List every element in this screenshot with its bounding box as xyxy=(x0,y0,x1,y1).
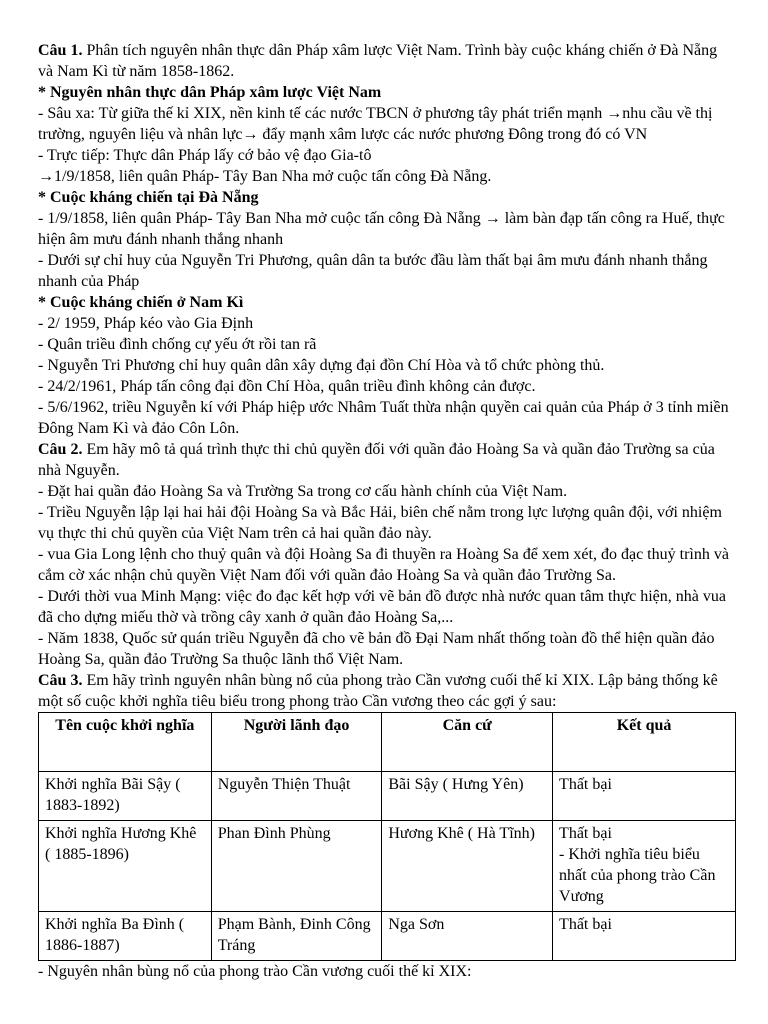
q1-namki-item: - 2/ 1959, Pháp kéo vào Gia Định xyxy=(38,315,254,332)
table-cell: Nga Sơn xyxy=(382,912,553,961)
q1-question xyxy=(38,40,734,82)
table-header-row xyxy=(39,713,736,772)
q1-heading-danang: * Cuộc kháng chiến tại Đà Nẵng xyxy=(38,189,259,206)
q2-item: - Đặt hai quần đảo Hoàng Sa và Trường Sa trong cơ cấu hành chính của Việt Nam. xyxy=(38,483,568,500)
table-cell: Hương Khê ( Hà Tĩnh) xyxy=(382,821,553,912)
table-cell: Bãi Sậy ( Hưng Yên) xyxy=(382,772,553,821)
table-cell: Phạm Bành, Đinh Công Tráng xyxy=(211,912,382,961)
q2-label: Câu 2. xyxy=(38,441,83,458)
q3-footer: - Nguyên nhân bùng nổ của phong trào Cần vương cuối thế kỉ XIX: xyxy=(38,963,472,980)
table-header-cell: Kết quả xyxy=(553,713,736,772)
q1-cause-direct: - Trực tiếp: Thực dân Pháp lấy cớ bảo vệ đạo Gia-tô xyxy=(38,147,372,164)
q1-heading-causes: * Nguyên nhân thực dân Pháp xâm lược Việt Nam xyxy=(38,84,382,101)
q2-item: - vua Gia Long lệnh cho thuỷ quân và đội Hoàng Sa đi thuyền ra Hoàng Sa để xem xét, đo đạc thuỷ trình và cắm cờ xác nhận chủ quyền Việt Nam đối với quần đảo Hoàng Sa và quần đảo Trường Sa. xyxy=(38,546,729,584)
result-text: Thất bại xyxy=(559,825,612,842)
q1-namki-item: - 24/2/1961, Pháp tấn công đại đồn Chí Hòa, quân triều đình không cản được. xyxy=(38,378,536,395)
q2-item: - Triều Nguyễn lập lại hai hải đội Hoàng Sa và Bắc Hải, biên chế nằm trong lực lượng quân đội, với nhiệm vụ thực thi chủ quyền của Việt Nam trên cả hai quần đảo này. xyxy=(38,504,722,542)
q1-danang-item: - 1/9/1858, liên quân Pháp- Tây Ban Nha mở cuộc tấn công Đà Nẵng → làm bàn đạp tấn công ra Huế, thực hiện âm mưu đánh nhanh thắng nhanh xyxy=(38,210,725,248)
q1-text: Phân tích nguyên nhân thực dân Pháp xâm lược Việt Nam. Trình bày cuộc kháng chiến ở Đà Nẵng và Nam Kì từ năm 1858-1862. xyxy=(38,42,718,80)
table-cell: Phan Đình Phùng xyxy=(211,821,382,912)
q3-label: Câu 3. xyxy=(38,672,83,689)
q2-item: - Dưới thời vua Minh Mạng: việc đo đạc kết hợp với vẽ bản đồ được nhà nước quan tâm thực hiện, nhà vua đã cho dựng miếu thờ và trồng cây xanh ở quần đảo Hoàng Sa,... xyxy=(38,588,726,626)
q1-heading-namki: * Cuộc kháng chiến ở Nam Kì xyxy=(38,294,244,311)
q1-namki-item: - Quân triều đình chống cự yếu ớt rồi tan rã xyxy=(38,336,317,353)
q1-namki-item: - Nguyễn Tri Phương chỉ huy quân dân xây dựng đại đồn Chí Hòa và tổ chức phòng thủ. xyxy=(38,357,605,374)
q1-label: Câu 1. xyxy=(38,42,83,59)
q2-item: - Năm 1838, Quốc sử quán triều Nguyễn đã cho vẽ bản đồ Đại Nam nhất thống toàn đồ thể hiện quần đảo Hoàng Sa, quần đảo Trường Sa thuộc lãnh thổ Việt Nam. xyxy=(38,630,715,668)
uprisings-table xyxy=(38,712,736,961)
table-row xyxy=(39,912,736,961)
q1-danang-item: - Dưới sự chỉ huy của Nguyễn Tri Phương, quân dân ta bước đầu làm thất bại âm mưu đánh nhanh thắng nhanh của Pháp xyxy=(38,252,708,290)
q2-text: Em hãy mô tả quá trình thực thi chủ quyền đối với quần đảo Hoàng Sa và quần đảo Trường sa của nhà Nguyễn. xyxy=(38,441,715,479)
q3-question xyxy=(38,670,734,712)
table-row xyxy=(39,821,736,912)
table-cell: Khởi nghĩa Bãi Sậy ( 1883-1892) xyxy=(39,772,212,821)
q1-cause-result: →1/9/1858, liên quân Pháp- Tây Ban Nha mở cuộc tấn công Đà Nẵng. xyxy=(38,168,492,185)
q1-cause-deep: - Sâu xa: Từ giữa thế kỉ XIX, nền kinh tế các nước TBCN ở phương tây phát triển mạnh →nhu cầu về thị trường, nguyên liệu và nhân lực→ đẩy mạnh xâm lược các nước phương Đông trong đó có VN xyxy=(38,105,713,143)
table-row xyxy=(39,772,736,821)
table-cell: Thất bại xyxy=(553,772,736,821)
q3-text: Em hãy trình nguyên nhân bùng nổ của phong trào Cần vương cuối thế kỉ XIX. Lập bảng thống kê một số cuộc khởi nghĩa tiêu biểu trong phong trào Cần vương theo các gợi ý sau: xyxy=(38,672,718,710)
table-cell: Khởi nghĩa Ba Đình ( 1886-1887) xyxy=(39,912,212,961)
table-header-cell: Căn cứ xyxy=(382,713,553,772)
table-header-cell: Người lãnh đạo xyxy=(211,713,382,772)
q2-question xyxy=(38,439,734,481)
result-note: - Khởi nghĩa tiêu biểu nhất của phong trào Cần Vương xyxy=(559,846,716,905)
table-cell xyxy=(553,821,736,912)
table-cell: Nguyễn Thiện Thuật xyxy=(211,772,382,821)
table-cell: Khởi nghĩa Hương Khê ( 1885-1896) xyxy=(39,821,212,912)
q1-namki-item: - 5/6/1962, triều Nguyễn kí với Pháp hiệp ước Nhâm Tuất thừa nhận quyền cai quản của Pháp ở 3 tỉnh miền Đông Nam Kì và đảo Côn Lôn. xyxy=(38,399,729,437)
table-cell: Thất bại xyxy=(553,912,736,961)
table-header-cell: Tên cuộc khởi nghĩa xyxy=(39,713,212,772)
